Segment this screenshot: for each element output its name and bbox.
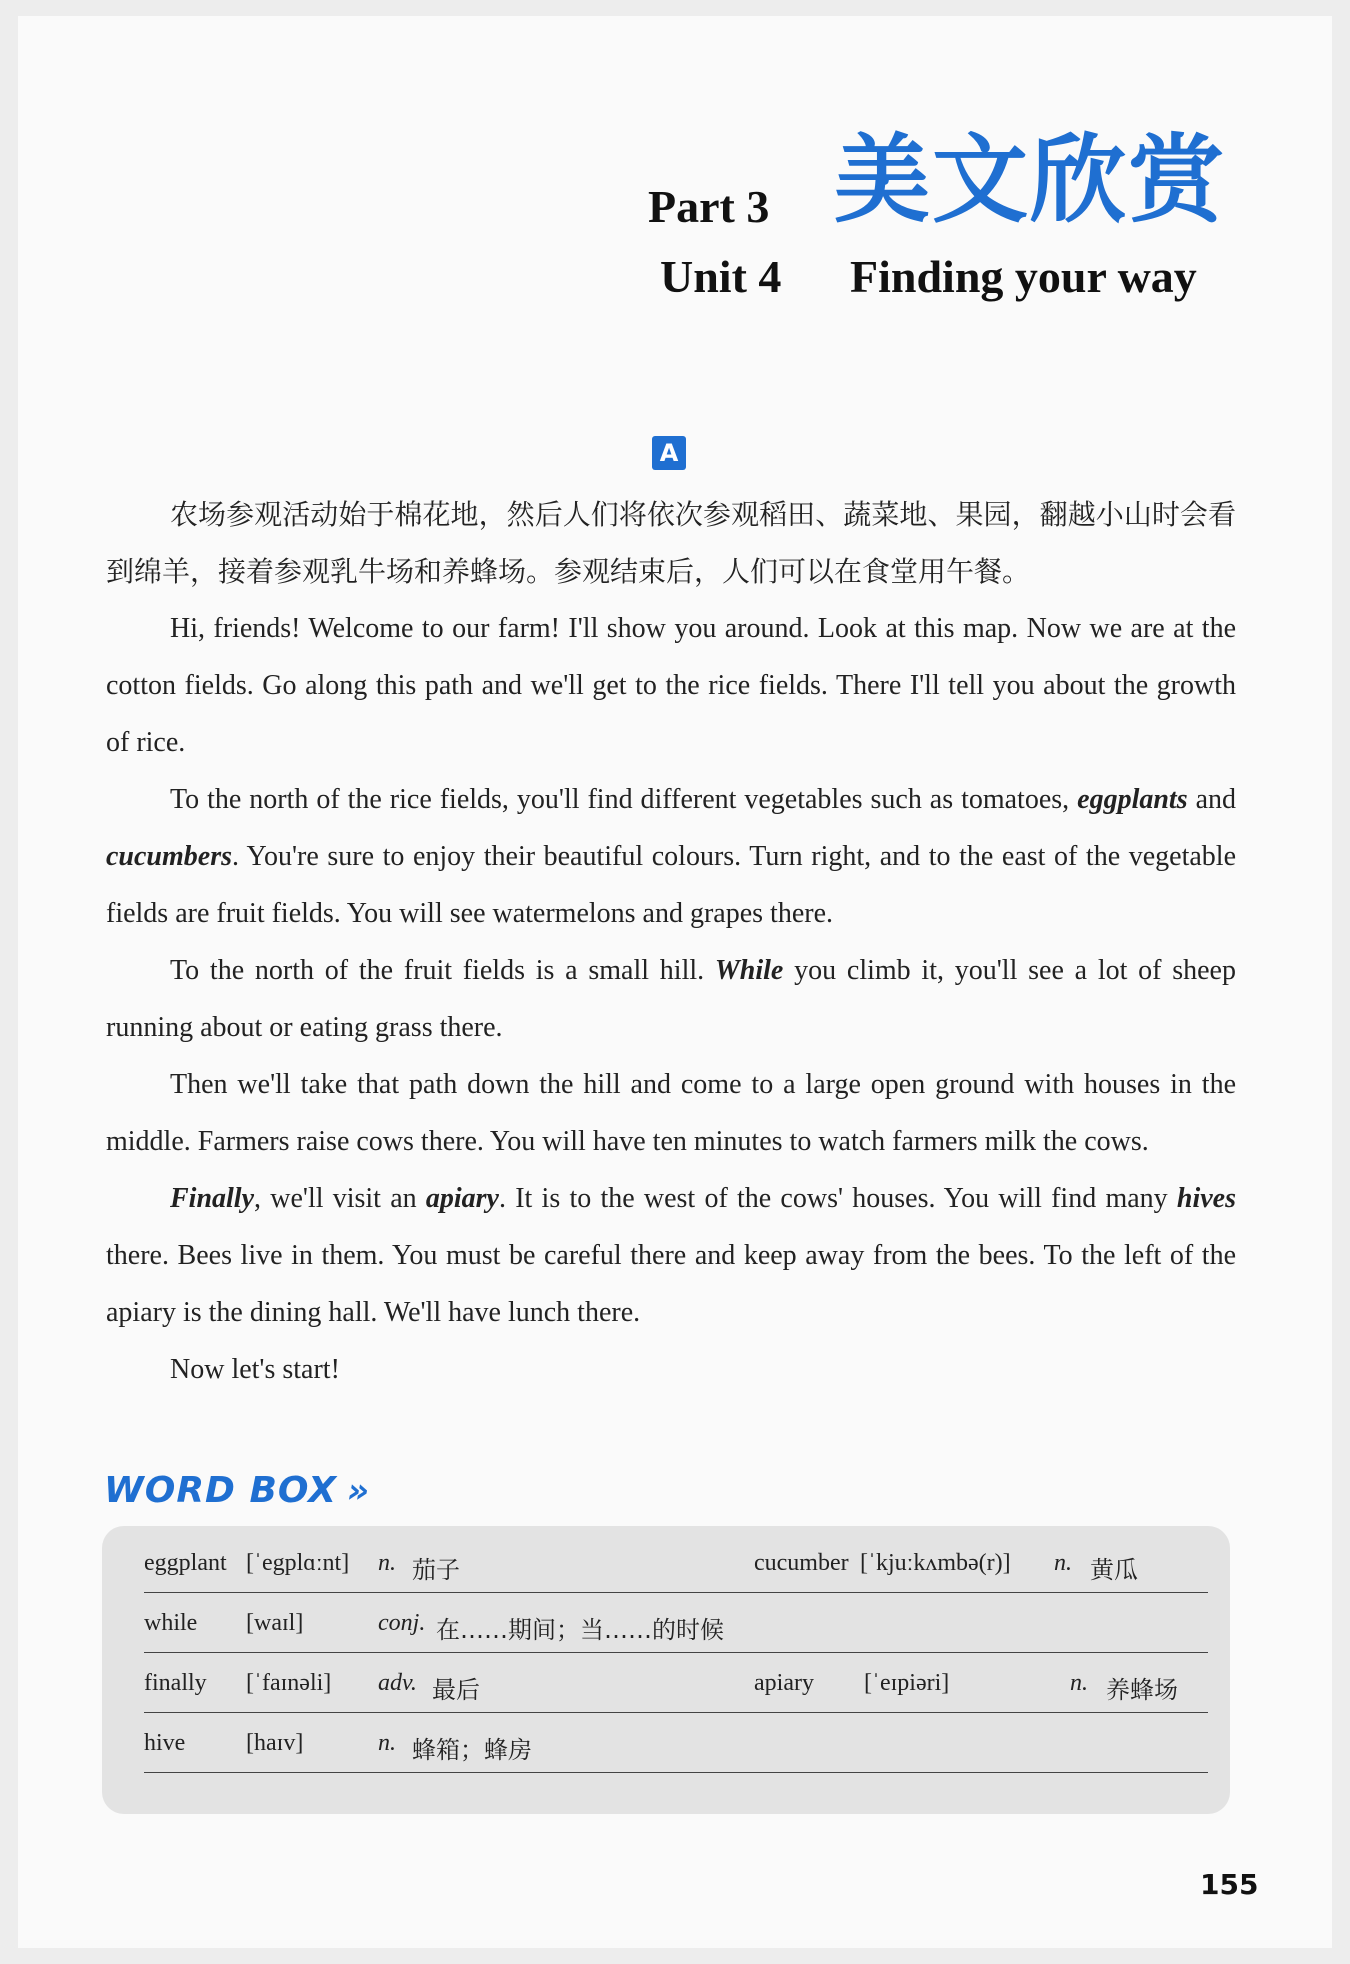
- part-of-speech: n.: [378, 1550, 396, 1576]
- word-box-row: [144, 1532, 1208, 1593]
- meaning: 茄子: [412, 1556, 460, 1584]
- word: eggplant: [144, 1550, 227, 1576]
- phonetic: [ˈkjuːkʌmbə(r)]: [860, 1550, 1011, 1576]
- word: while: [144, 1610, 198, 1636]
- phonetic: [ˈfaɪnəli]: [246, 1670, 332, 1696]
- word-box-title: [104, 1470, 370, 1511]
- part-of-speech: adv.: [378, 1670, 417, 1696]
- chinese-summary: 农场参观活动始于棉花地，然后人们将依次参观稻田、蔬菜地、果园，翻越小山时会看到绵羊，接着参观乳牛场和养蜂场。参观结束后，人们可以在食堂用午餐。: [106, 498, 1236, 588]
- word-box-row: [144, 1652, 1208, 1713]
- word: hive: [144, 1730, 186, 1756]
- article: [106, 486, 1236, 1398]
- paragraph-text: To the north of the fruit fields is a small hill.: [170, 955, 705, 986]
- word: apiary: [754, 1670, 814, 1696]
- meaning: 在……期间；当……的时候: [436, 1616, 724, 1644]
- paragraph-3: [106, 942, 1236, 1056]
- phonetic: [ˈegplɑːnt]: [246, 1550, 350, 1576]
- word-box-row: [144, 1712, 1208, 1773]
- paragraph-text: you climb it, you'll see a lot of sheep running about or eating grass there.: [106, 955, 1236, 1043]
- paragraph-5: [106, 1170, 1236, 1341]
- paragraph-text: . It is to the west of the cows' houses. You will find many: [498, 1183, 1168, 1214]
- meaning: 最后: [432, 1676, 480, 1704]
- paragraph-text: there. Bees live in them. You must be careful there and keep away from the bees. To the left of the apiary is the dining hall. We'll have lunch there.: [106, 1240, 1236, 1328]
- paragraph-1: Hi, friends! Welcome to our farm! I'll show you around. Look at this map. Now we are at the cotton fields. Go along this path and we'll get to the rice fields. There I'll tell you about the growth of rice.: [106, 613, 1236, 758]
- vocab-word-finally: Finally: [170, 1183, 255, 1214]
- unit-label: Unit 4: [660, 251, 782, 302]
- vocab-word-cucumbers: cucumbers: [106, 841, 232, 872]
- paragraph-text: , we'll visit an: [254, 1183, 417, 1214]
- paragraph-text: To the north of the rice fields, you'll find different vegetables such as tomatoes,: [170, 784, 1070, 815]
- paragraph-2: [106, 771, 1236, 942]
- page-number: 155: [1200, 1868, 1259, 1901]
- vocab-word-while: While: [714, 955, 784, 986]
- phonetic: [waɪl]: [246, 1610, 304, 1636]
- paragraph-text: . You're sure to enjoy their beautiful colours. Turn right, and to the east of the vegetable fields are fruit fields. You will see watermelons and grapes there.: [106, 841, 1236, 929]
- paragraph-text: and: [1195, 784, 1237, 815]
- vocab-word-apiary: apiary: [425, 1183, 499, 1214]
- word-box-label: WORD BOX: [104, 1470, 337, 1511]
- unit-title: Finding your way: [850, 251, 1197, 302]
- meaning: 黄瓜: [1090, 1556, 1138, 1584]
- word: finally: [144, 1670, 207, 1696]
- part-of-speech: n.: [378, 1730, 396, 1756]
- vocab-word-hives: hives: [1176, 1183, 1236, 1214]
- section-badge: A: [652, 436, 686, 470]
- meaning: 蜂箱；蜂房: [412, 1736, 532, 1764]
- word-box: [102, 1526, 1230, 1814]
- part-of-speech: conj.: [378, 1610, 426, 1636]
- phonetic: [ˈeɪpiəri]: [864, 1670, 950, 1696]
- part-of-speech: n.: [1054, 1550, 1072, 1576]
- part-label: Part 3: [648, 181, 770, 232]
- paragraph-6: Now let's start!: [170, 1354, 340, 1385]
- part-title: 美文欣赏: [834, 124, 1226, 236]
- word: cucumber: [754, 1550, 849, 1576]
- word-box-row: [144, 1592, 1208, 1653]
- phonetic: [haɪv]: [246, 1730, 304, 1756]
- vocab-word-eggplants: eggplants: [1077, 784, 1188, 815]
- paragraph-4: Then we'll take that path down the hill and come to a large open ground with houses in the middle. Farmers raise cows there. You will have ten minutes to watch farmers milk the cows.: [106, 1069, 1236, 1157]
- meaning: 养蜂场: [1106, 1676, 1178, 1704]
- part-of-speech: n.: [1070, 1670, 1088, 1696]
- double-chevron-icon: »: [346, 1471, 371, 1511]
